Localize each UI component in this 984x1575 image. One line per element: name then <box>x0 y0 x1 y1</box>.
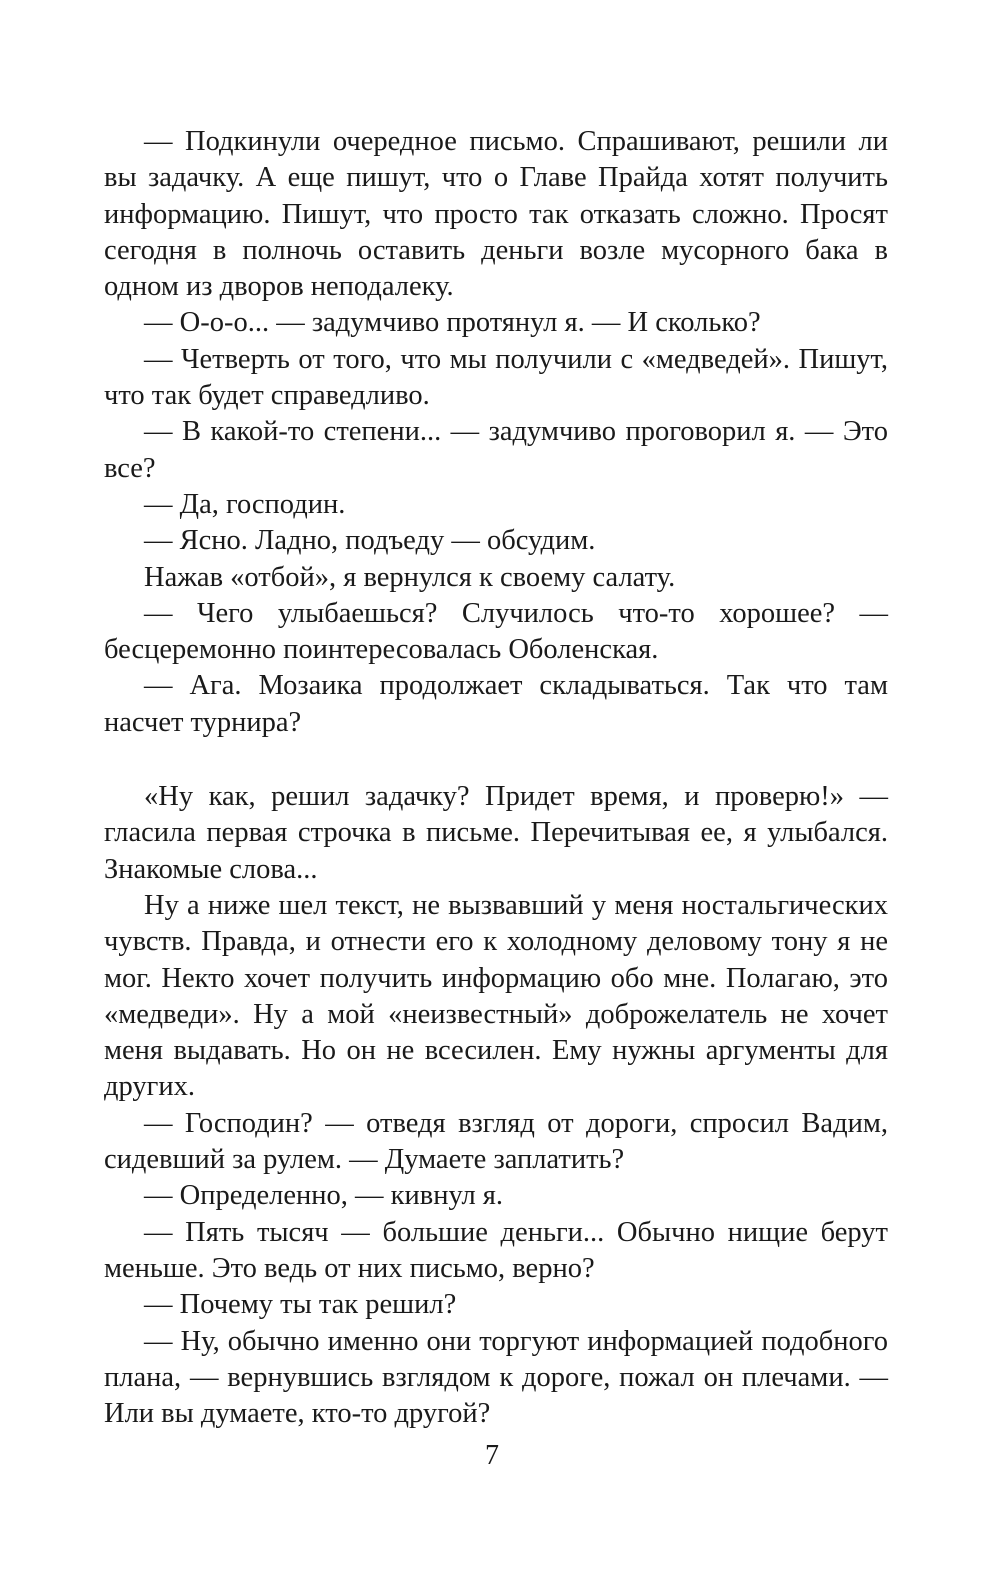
page-number: 7 <box>485 1440 499 1471</box>
paragraph: — Да, господин. <box>144 488 346 520</box>
paragraph: — Ну, обычно именно они торгуют информацией подобного плана, — вернувшись взглядом к дороге, пожал он плечами. — Или вы думаете, кто-то другой? <box>104 1325 888 1430</box>
text-section-2 <box>104 779 888 1432</box>
paragraph: — Пять тысяч — большие деньги... Обычно нищие берут меньше. Это ведь от них письмо, верно? <box>104 1216 888 1284</box>
book-page-text <box>104 124 888 1432</box>
section-break <box>104 741 888 779</box>
paragraph: — В какой-то степени... — задумчиво проговорил я. — Это все? <box>104 416 888 484</box>
paragraph: — Четверть от того, что мы получили с «медведей». Пишут, что так будет справедливо. <box>104 343 888 412</box>
paragraph: — Определенно, — кивнул я. <box>144 1180 504 1212</box>
paragraph: Нажав «отбой», я вернулся к своему салату. <box>144 561 676 593</box>
paragraph: — Господин? — отведя взгляд от дороги, спросил Вадим, сидевший за рулем. — Думаете заплатить? <box>104 1107 888 1176</box>
paragraph: — Почему ты так решил? <box>144 1289 457 1321</box>
paragraph: — Чего улыбаешься? Случилось что-то хорошее? — бесцеремонно поинтересовалась Оболенская. <box>104 597 888 666</box>
paragraph: — Ага. Мозаика продолжает складываться. Так что там насчет турнира? <box>104 670 888 738</box>
paragraph: «Ну как, решил задачку? Придет время, и проверю!» — гласила первая строчка в письме. Перечитывая ее, я улыбался. Знакомые слова... <box>104 781 888 885</box>
paragraph: Ну а ниже шел текст, не вызвавший у меня ностальгических чувств. Правда, и отнести его к холодному деловому тону я не мог. Некто хочет получить информацию обо мне. Полагаю, это «медведи». Ну а мой «неизвестный» доброжелатель не хочет меня выдавать. Но он не всесилен. Ему нужны аргументы для других. <box>104 889 888 1103</box>
paragraph: — Подкинули очередное письмо. Спрашивают, решили ли вы задачку. А еще пишут, что о Главе Прайда хотят получить информацию. Пишут, что просто так отказать сложно. Просят сегодня в полночь оставить деньги возле мусорного бака в одном из дворов неподалеку. <box>104 126 888 303</box>
text-section-1 <box>104 124 888 741</box>
paragraph: — Ясно. Ладно, подъеду — обсудим. <box>144 525 596 557</box>
paragraph: — О-о-о... — задумчиво протянул я. — И сколько? <box>144 307 761 339</box>
